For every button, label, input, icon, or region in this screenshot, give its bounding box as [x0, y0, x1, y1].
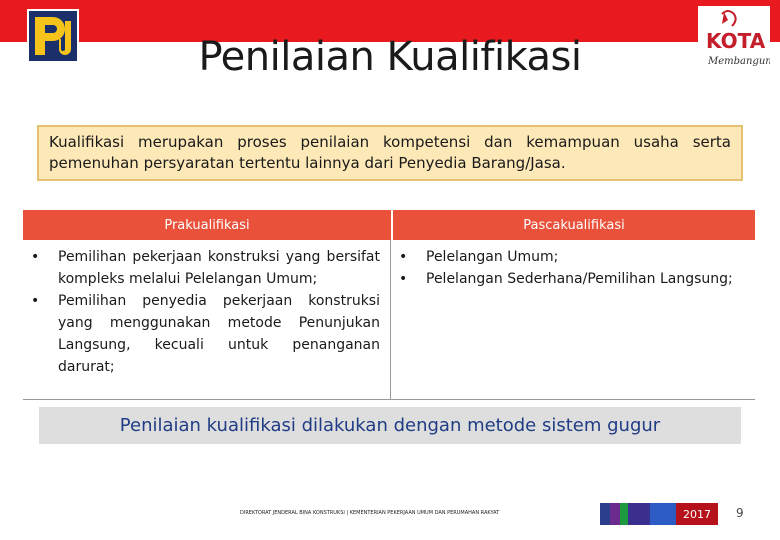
pascakualifikasi-column [391, 240, 755, 399]
definition-box: Kualifikasi merupakan proses penilaian kompetensi dan kemampuan usaha serta pemenuhan persyaratan tertentu lainnya dari Penyedia Barang/Jasa. [37, 125, 743, 181]
prakualifikasi-column [23, 240, 391, 399]
pu-logo-icon [27, 9, 79, 63]
qualification-table [23, 210, 755, 400]
list-item: • Pemilihan pekerjaan konstruksi yang bersifat kompleks melalui Pelelangan Umum; [58, 246, 380, 290]
list-item: • Pelelangan Umum; [426, 246, 747, 268]
list-item: • Pemilihan penyedia pekerjaan konstruksi yang menggunakan metode Penunjukan Langsung, kecuali untuk penanganan darurat; [58, 290, 380, 378]
kota-membangun-logo-icon [698, 6, 770, 70]
list-item: • Pelelangan Sederhana/Pemilihan Langsung; [426, 268, 747, 290]
footer-year: 2017 [676, 503, 718, 525]
table-header-row [23, 210, 755, 240]
page-title: Penilaian Kualifikasi [198, 34, 582, 80]
svg-text:KOTA: KOTA [706, 29, 766, 53]
highlight-banner: Penilaian kualifikasi dilakukan dengan metode sistem gugur [39, 407, 741, 444]
page-number: 9 [736, 506, 744, 520]
footer-organization: DIREKTORAT JENDERAL BINA KONSTRUKSI | KEMENTERIAN PEKERJAAN UMUM DAN PERUMAHAN RAKYAT [240, 510, 500, 516]
header-prakualifikasi: Prakualifikasi [23, 210, 391, 240]
table-body-row [23, 240, 755, 400]
svg-text:Membangun: Membangun [708, 56, 770, 67]
header-pascakualifikasi: Pascakualifikasi [393, 210, 755, 240]
